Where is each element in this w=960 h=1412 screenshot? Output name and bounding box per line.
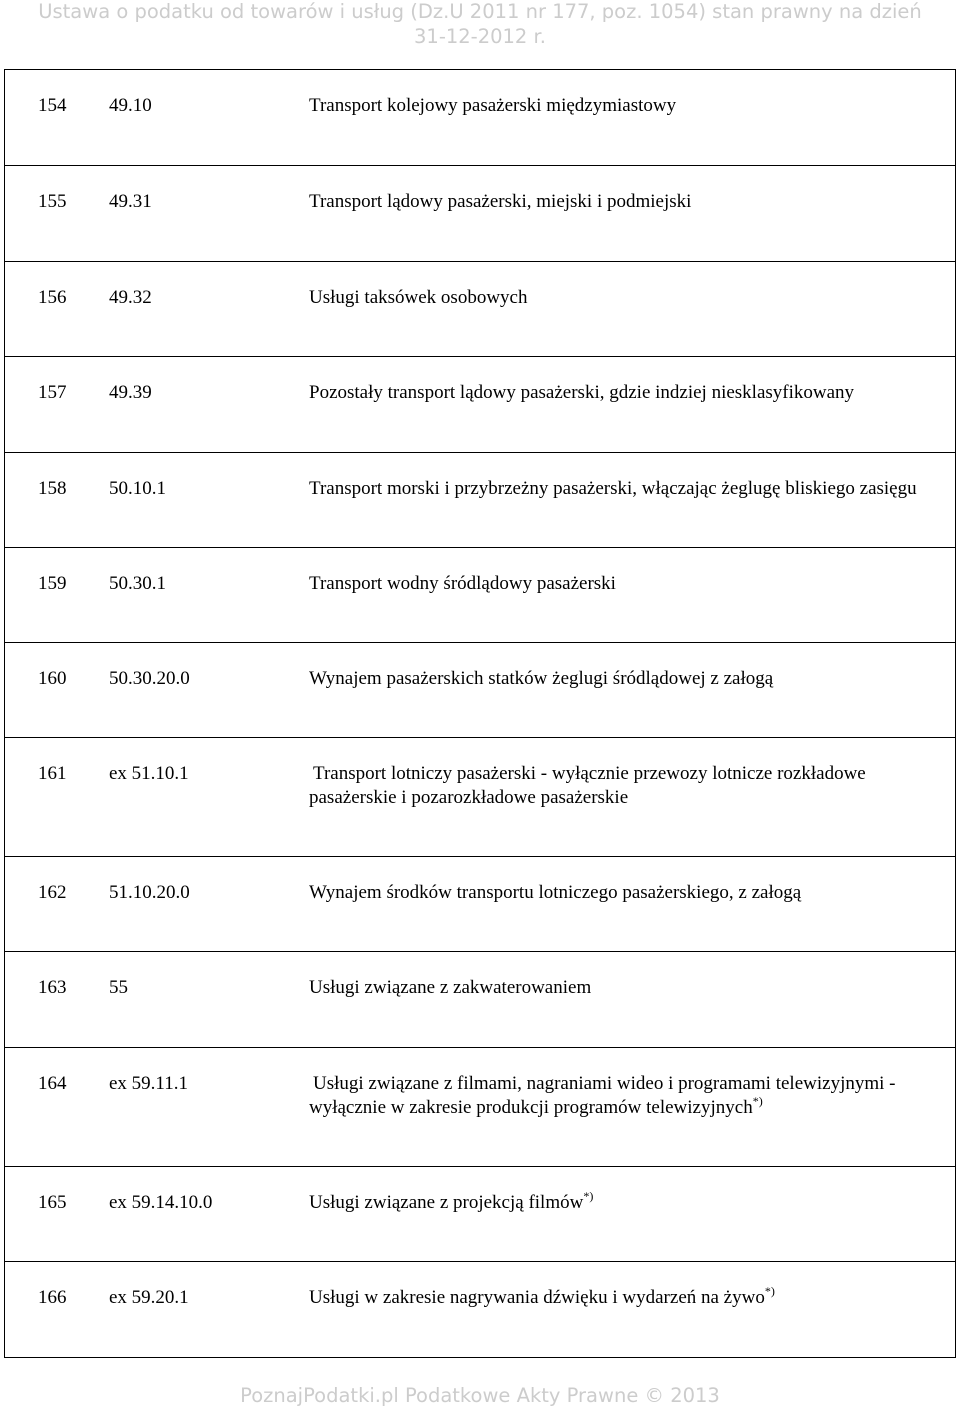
row-number: 154: [38, 95, 67, 116]
row-description: Pozostały transport lądowy pasażerski, gdzie indziej niesklasyfikowany: [309, 382, 855, 403]
row-number: 159: [38, 573, 67, 594]
row-description: Wynajem środków transportu lotniczego pasażerskiego, z załogą: [309, 882, 802, 903]
row-number: 156: [38, 287, 67, 308]
footnote-marker: *): [752, 1094, 763, 1108]
table-row: [5, 1047, 955, 1166]
pkwiu-code: ex 59.11.1: [109, 1073, 188, 1094]
table-row: [5, 856, 955, 951]
table-row: [5, 642, 955, 737]
row-description: Usługi związane z projekcją filmów*): [309, 1189, 594, 1213]
footnote-marker: *): [764, 1284, 775, 1298]
row-description: Transport kolejowy pasażerski międzymiastowy: [309, 95, 677, 116]
pkwiu-code: 50.30.1: [109, 573, 166, 594]
table-row: [5, 1261, 955, 1357]
page-footer: PoznajPodatki.pl Podatkowe Akty Prawne © 2013: [240, 1384, 720, 1407]
pkwiu-code: 49.10: [109, 95, 152, 116]
table-row: [5, 1166, 955, 1261]
row-description: Usługi taksówek osobowych: [309, 287, 528, 308]
goods-services-table: [4, 69, 956, 1358]
row-number: 158: [38, 478, 67, 499]
table-row: [5, 70, 955, 165]
pkwiu-code: ex 59.14.10.0: [109, 1192, 213, 1213]
footnote-marker: *): [583, 1189, 594, 1203]
table-row: [5, 547, 955, 642]
row-number: 162: [38, 882, 67, 903]
pkwiu-code: 49.31: [109, 191, 152, 212]
row-number: 160: [38, 668, 67, 689]
pkwiu-code: ex 59.20.1: [109, 1287, 189, 1308]
pkwiu-code: ex 51.10.1: [109, 763, 189, 784]
pkwiu-code: 49.39: [109, 382, 152, 403]
table-row: [5, 737, 955, 856]
row-description: Wynajem pasażerskich statków żeglugi śródlądowej z załogą: [309, 668, 774, 689]
row-number: 163: [38, 977, 67, 998]
row-number: 165: [38, 1192, 67, 1213]
row-number: 161: [38, 763, 67, 784]
row-description: Usługi związane z zakwaterowaniem: [309, 977, 592, 998]
table-row: [5, 356, 955, 452]
row-description: Transport wodny śródlądowy pasażerski: [309, 573, 616, 594]
table-row: [5, 261, 955, 356]
table-row: [5, 951, 955, 1047]
table-row: [5, 452, 955, 547]
pkwiu-code: 55: [109, 977, 128, 998]
pkwiu-code: 51.10.20.0: [109, 882, 190, 903]
row-description: Transport morski i przybrzeżny pasażerski, włączając żeglugę bliskiego zasięgu: [309, 478, 917, 499]
row-number: 157: [38, 382, 67, 403]
table-row: [5, 165, 955, 261]
pkwiu-code: 50.30.20.0: [109, 668, 190, 689]
row-description: Usługi związane z filmami, nagraniami wideo i programami telewizyjnymi - wyłącznie w zakresie produkcji programów telewizyjnych*): [309, 1073, 896, 1118]
row-description: Transport lądowy pasażerski, miejski i podmiejski: [309, 191, 692, 212]
row-description: Transport lotniczy pasażerski - wyłącznie przewozy lotnicze rozkładowe pasażerskie i pozarozkładowe pasażerskie: [309, 763, 866, 808]
row-description: Usługi w zakresie nagrywania dźwięku i wydarzeń na żywo*): [309, 1284, 775, 1308]
page-header: [0, 0, 960, 50]
header-title: Ustawa o podatku od towarów i usług (Dz.U 2011 nr 177, poz. 1054) stan prawny na dzień: [38, 0, 922, 23]
pkwiu-code: 50.10.1: [109, 478, 166, 499]
header-date: 31-12-2012 r.: [414, 25, 546, 48]
row-number: 164: [38, 1073, 67, 1094]
row-number: 166: [38, 1287, 67, 1308]
pkwiu-code: 49.32: [109, 287, 152, 308]
row-number: 155: [38, 191, 67, 212]
